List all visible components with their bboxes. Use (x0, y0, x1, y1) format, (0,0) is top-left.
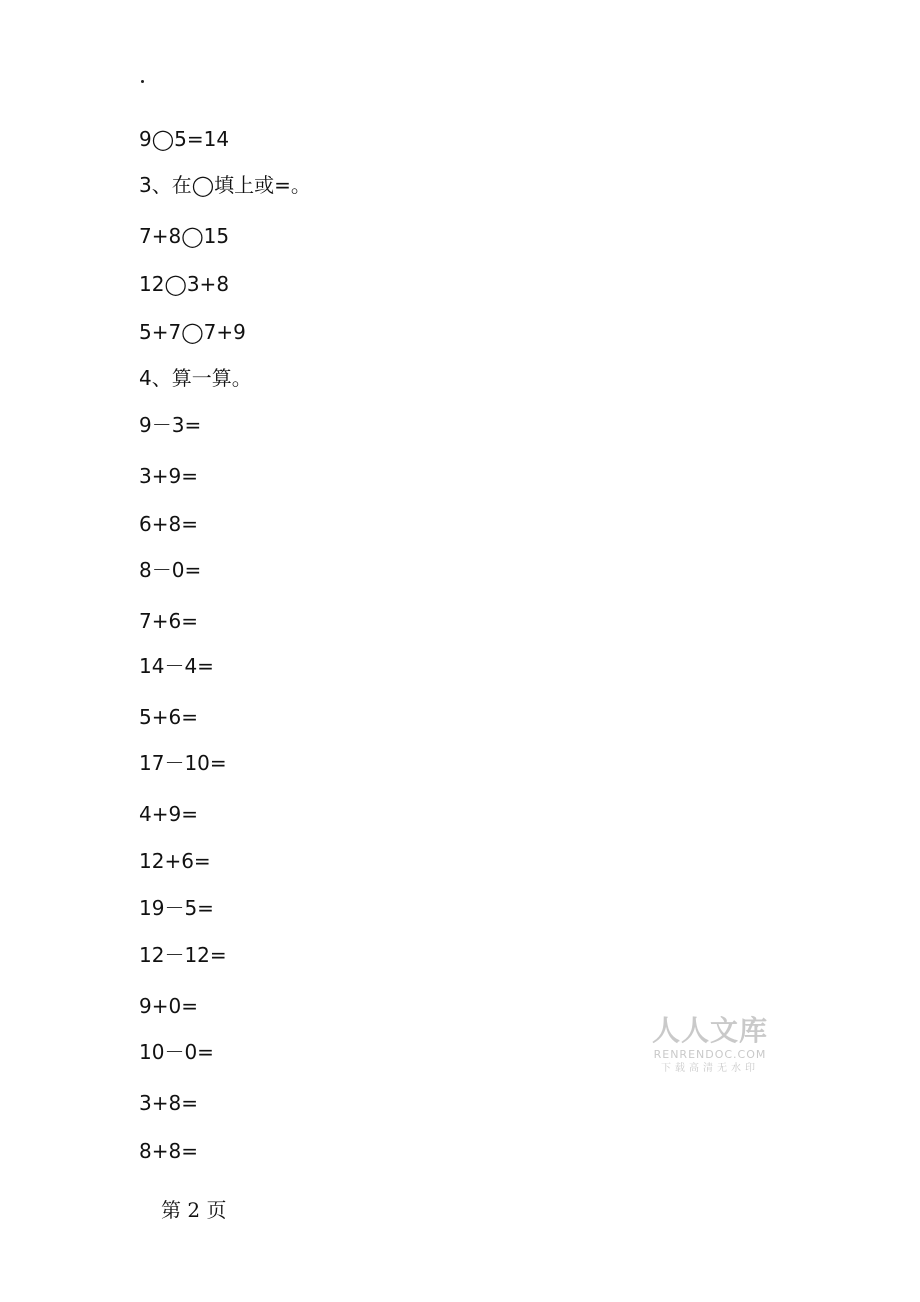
watermark-slogan: 下载高清无水印 (661, 1063, 759, 1074)
exercise-line: 9－3= (139, 413, 202, 437)
question-heading: 4、算一算。 (139, 366, 252, 390)
watermark-url: RENRENDOC.COM (653, 1048, 767, 1061)
exercise-line: 6+8= (139, 512, 198, 536)
exercise-line: 7+6= (139, 609, 198, 633)
exercise-line: 3+9= (139, 464, 198, 488)
equation-line: 9◯5=14 (139, 127, 230, 151)
page-number: 第 2 页 (161, 1198, 227, 1222)
question-heading: 3、在◯填上或=。 (139, 173, 311, 197)
dot-mark (141, 80, 144, 83)
watermark-brand: 人人文库 (651, 1014, 768, 1047)
compare-line: 12◯3+8 (139, 272, 230, 296)
exercise-line: 5+6= (139, 705, 198, 729)
exercise-line: 9+0= (139, 994, 198, 1018)
compare-line: 5+7◯7+9 (139, 320, 246, 344)
exercise-line: 12－12= (139, 943, 227, 967)
exercise-line: 8+8= (139, 1139, 198, 1163)
exercise-line: 8－0= (139, 558, 202, 582)
exercise-line: 17－10= (139, 751, 227, 775)
exercise-line: 14－4= (139, 654, 214, 678)
exercise-line: 3+8= (139, 1091, 198, 1115)
exercise-line: 19－5= (139, 896, 214, 920)
compare-line: 7+8◯15 (139, 224, 230, 248)
watermark-logo (646, 1014, 774, 1076)
exercise-line: 12+6= (139, 849, 211, 873)
exercise-line: 10－0= (139, 1040, 214, 1064)
exercise-line: 4+9= (139, 802, 198, 826)
